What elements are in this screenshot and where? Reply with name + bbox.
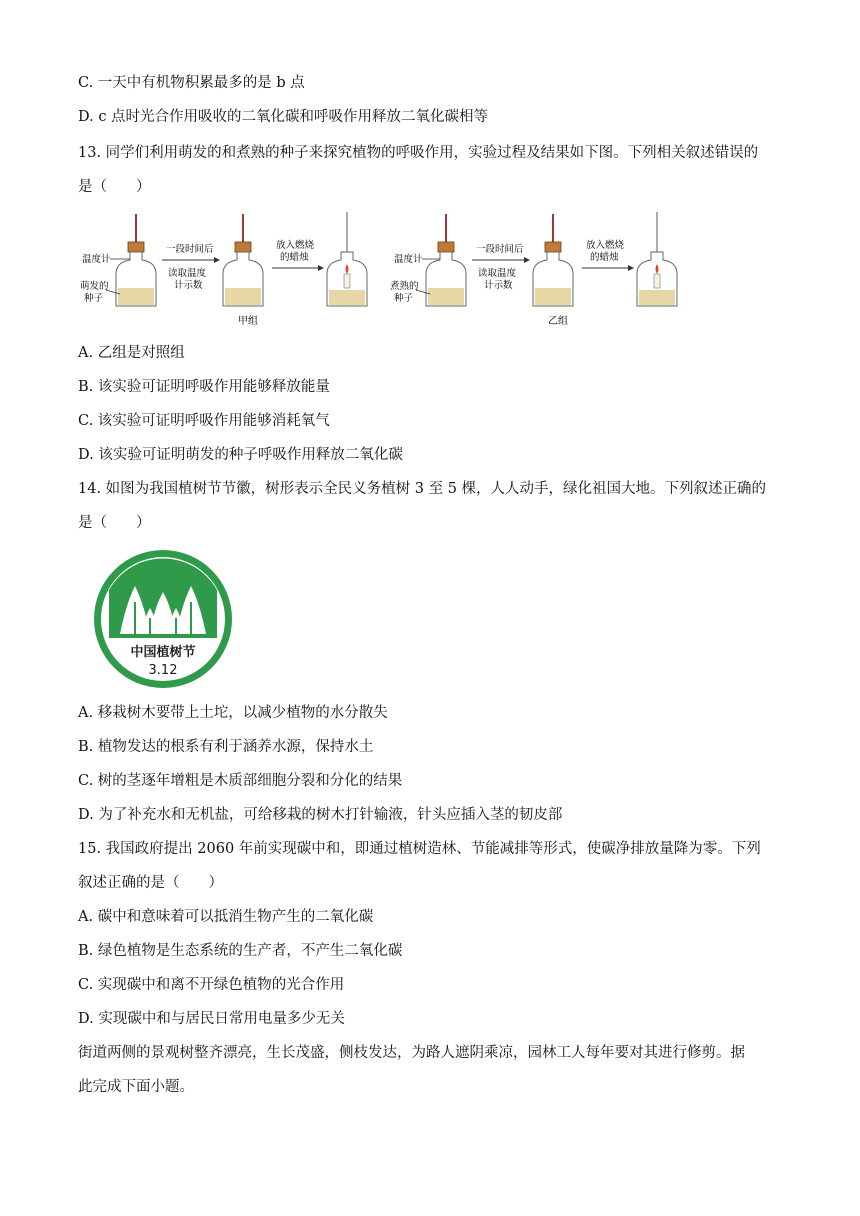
bottle-icon xyxy=(116,214,156,306)
after-time-label: 一段时间后 xyxy=(166,244,214,255)
read-label-line1: 读取温度 xyxy=(168,268,207,279)
logo-date-text: 3.12 xyxy=(148,663,178,678)
bottle-icon xyxy=(533,214,573,306)
bottle-icon xyxy=(223,214,263,306)
group-label: 甲组 xyxy=(238,316,258,327)
q14-option-d: D. 为了补充水和无机盐，可给移栽的树木打针输液，针头应插入茎的韧皮部 xyxy=(78,807,563,823)
candle-bottle-icon xyxy=(637,212,677,306)
logo-name-text: 中国植树节 xyxy=(130,645,196,660)
after-time-label: 一段时间后 xyxy=(476,244,524,255)
respiration-experiment-figure xyxy=(78,208,698,328)
q15-option-a: A. 碳中和意味着可以抵消生物产生的二氧化碳 xyxy=(78,909,374,925)
q15-stem-line2: 叙述正确的是（ ） xyxy=(78,875,223,891)
q14-option-c: C. 树的茎逐年增粗是木质部细胞分裂和分化的结果 xyxy=(78,773,403,789)
candle-label-line1: 放入燃烧 xyxy=(276,240,315,251)
q13-stem-line1: 13. 同学们利用萌发的和煮熟的种子来探究植物的呼吸作用，实验过程及结果如下图。下列相关叙述错误的 xyxy=(78,145,759,161)
q13-option-d: D. 该实验可证明萌发的种子呼吸作用释放二氧化碳 xyxy=(78,447,403,463)
q12-option-d: D. c 点时光合作用吸收的二氧化碳和呼吸作用释放二氧化碳相等 xyxy=(78,109,489,125)
read-label-line2: 计示数 xyxy=(484,280,513,291)
arrow-right-icon xyxy=(214,257,220,263)
candle-label-line2: 的蜡烛 xyxy=(280,252,309,263)
q14-stem-line1: 14. 如图为我国植树节节徽，树形表示全民义务植树 3 至 5 棵，人人动手，绿化祖国大地。下列叙述正确的 xyxy=(78,481,767,497)
q13-option-c: C. 该实验可证明呼吸作用能够消耗氧气 xyxy=(78,413,330,429)
tree-icon xyxy=(120,586,206,634)
q13-stem-line2: 是（ ） xyxy=(78,179,151,195)
seed-label-line2: 种子 xyxy=(394,293,414,304)
group-a xyxy=(80,212,367,327)
thermometer-label: 温度计 xyxy=(82,254,111,265)
seed-label-line2: 种子 xyxy=(84,293,104,304)
group-b xyxy=(390,212,677,327)
candle-bottle-icon xyxy=(327,212,367,306)
arrow-right-icon xyxy=(318,265,324,271)
arrow-right-icon xyxy=(628,265,634,271)
read-label-line1: 读取温度 xyxy=(478,268,517,279)
seed-label-line1: 萌发的 xyxy=(80,281,109,292)
candle-label-line2: 的蜡烛 xyxy=(590,252,619,263)
seed-label-line1: 煮熟的 xyxy=(390,281,419,292)
q15-stem-line1: 15. 我国政府提出 2060 年前实现碳中和，即通过植树造林、节能减排等形式，使碳净排放量降为零。下列 xyxy=(78,841,761,857)
read-label-line2: 计示数 xyxy=(174,280,203,291)
passage-line1: 街道两侧的景观树整齐漂亮，生长茂盛，侧枝发达，为路人遮阴乘凉，园林工人每年要对其进行修剪。据 xyxy=(78,1045,745,1061)
q14-stem-line2: 是（ ） xyxy=(78,515,151,531)
q15-option-b: B. 绿色植物是生态系统的生产者，不产生二氧化碳 xyxy=(78,943,403,959)
bottle-icon xyxy=(426,214,466,306)
q15-option-c: C. 实现碳中和离不开绿色植物的光合作用 xyxy=(78,977,345,993)
passage-line2: 此完成下面小题。 xyxy=(78,1079,194,1095)
tree-planting-day-logo xyxy=(90,546,236,692)
q13-option-b: B. 该实验可证明呼吸作用能够释放能量 xyxy=(78,379,330,395)
arrow-right-icon xyxy=(524,257,530,263)
q14-option-a: A. 移栽树木要带上土坨，以减少植物的水分散失 xyxy=(78,705,388,721)
q12-option-c: C. 一天中有机物积累最多的是 b 点 xyxy=(78,75,305,91)
group-label: 乙组 xyxy=(548,316,568,327)
q14-option-b: B. 植物发达的根系有利于涵养水源，保持水土 xyxy=(78,739,374,755)
candle-label-line1: 放入燃烧 xyxy=(586,240,625,251)
q15-option-d: D. 实现碳中和与居民日常用电量多少无关 xyxy=(78,1011,345,1027)
thermometer-label: 温度计 xyxy=(394,254,423,265)
q13-option-a: A. 乙组是对照组 xyxy=(78,345,185,361)
